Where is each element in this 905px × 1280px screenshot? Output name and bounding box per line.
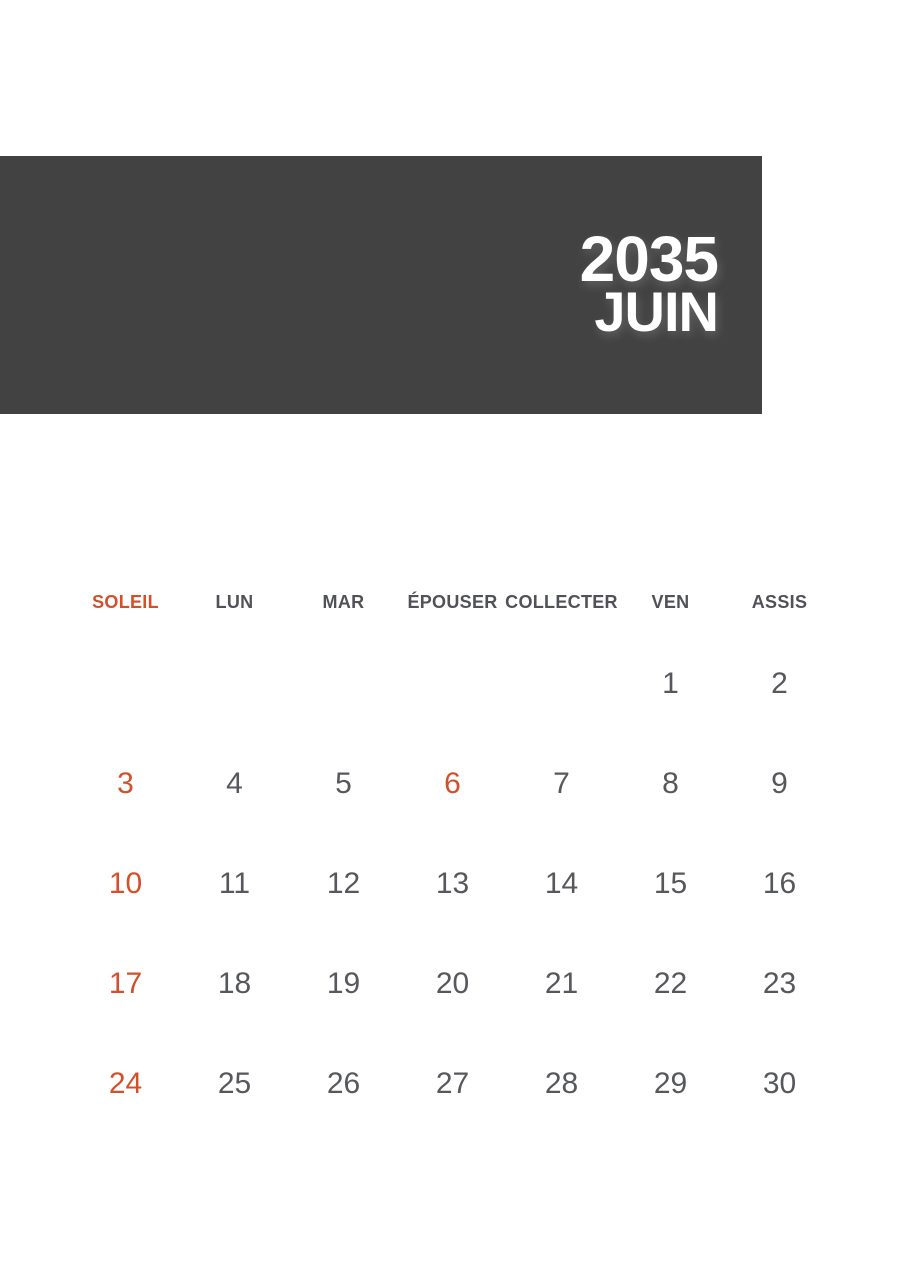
day-cell-14: 14 [544,867,579,900]
day-cell-17: 17 [108,967,143,1000]
day-cell-22: 22 [653,967,688,1000]
day-cell-10: 10 [108,867,143,900]
day-cell-21: 21 [544,967,579,1000]
day-cell-30: 30 [762,1067,797,1100]
day-cell-8: 8 [662,767,679,800]
day-header-4: ÉPOUSER [407,591,498,612]
day-cell-empty [71,634,180,734]
day-cell-29: 29 [653,1067,688,1100]
day-cell-11: 11 [218,867,251,900]
month-label: JUIN [594,279,718,343]
day-cell-1: 1 [662,667,679,700]
day-cell-18: 18 [217,967,252,1000]
day-cell-empty [398,634,507,734]
day-cell-20: 20 [435,967,470,1000]
day-cell-16: 16 [762,867,797,900]
day-cell-12: 12 [326,867,361,900]
day-cell-empty [180,634,289,734]
day-cell-7: 7 [553,767,570,800]
day-cell-19: 19 [326,967,361,1000]
month-banner [0,156,762,414]
day-cell-4: 4 [226,767,243,800]
calendar-grid [71,570,834,1134]
day-cell-26: 26 [326,1067,361,1100]
day-cell-27: 27 [435,1067,470,1100]
day-cell-6: 6 [444,767,461,800]
day-cell-13: 13 [435,867,470,900]
day-cell-empty [289,634,398,734]
day-header-1: SOLEIL [92,591,159,612]
day-cell-empty [507,634,616,734]
day-header-2: LUN [215,591,254,612]
day-cell-15: 15 [653,867,688,900]
day-header-7: ASSIS [751,591,808,612]
day-cell-28: 28 [544,1067,579,1100]
day-cell-3: 3 [117,767,134,800]
day-header-3: MAR [322,591,365,612]
day-cell-2: 2 [771,667,788,700]
day-cell-23: 23 [762,967,797,1000]
year-label: 2035 [579,222,718,295]
day-cell-25: 25 [217,1067,252,1100]
day-header-6: VEN [651,591,690,612]
day-cell-24: 24 [108,1067,143,1100]
day-cell-5: 5 [335,767,352,800]
day-header-5: COLLECTER [505,591,618,612]
day-cell-9: 9 [771,767,788,800]
